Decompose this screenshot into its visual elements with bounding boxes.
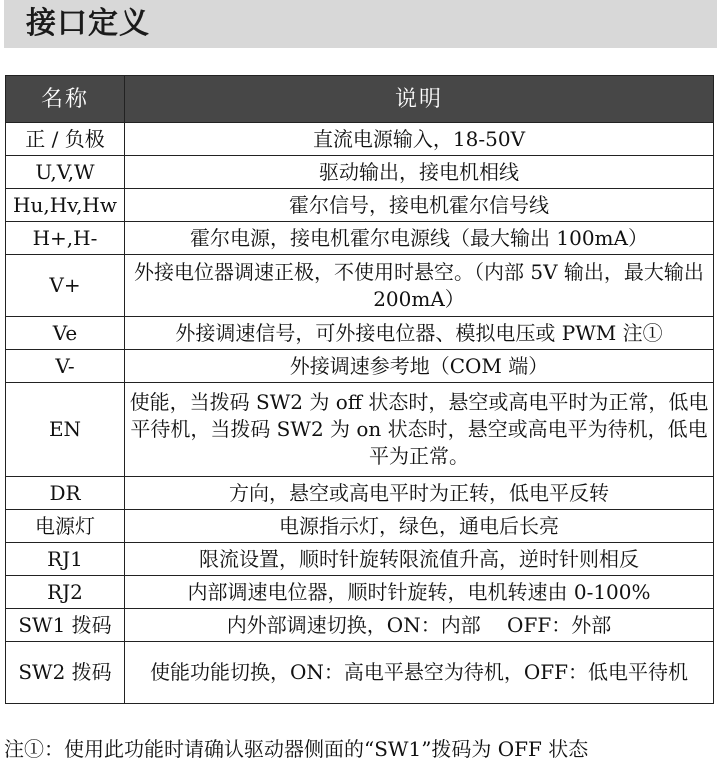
row-name: DR <box>6 477 125 510</box>
row-name: H+,H- <box>6 222 125 255</box>
row-name: U,V,W <box>6 156 125 189</box>
row-name: RJ1 <box>6 543 125 576</box>
table-row <box>6 609 714 642</box>
row-name: SW1 拨码 <box>6 609 125 642</box>
row-description: 限流设置，顺时针旋转限流值升高，逆时针则相反 <box>125 543 714 576</box>
table-row <box>6 156 714 189</box>
footnote: 注①：使用此功能时请确认驱动器侧面的“SW1”拨码为 OFF 状态 <box>4 737 589 761</box>
row-name: RJ2 <box>6 576 125 609</box>
row-description: 使能功能切换，ON：高电平悬空为待机，OFF：低电平待机 <box>125 642 714 704</box>
column-header-name: 名称 <box>6 76 125 123</box>
row-description: 霍尔电源，接电机霍尔电源线（最大输出 100mA） <box>125 222 714 255</box>
table-row <box>6 317 714 350</box>
column-header-description: 说明 <box>125 76 714 123</box>
row-description: 内外部调速切换，ON：内部 OFF：外部 <box>125 609 714 642</box>
section-header <box>4 0 717 48</box>
table-row <box>6 383 714 477</box>
interface-definition-table <box>5 75 714 704</box>
row-description: 霍尔信号，接电机霍尔信号线 <box>125 189 714 222</box>
table-row <box>6 350 714 383</box>
table-row <box>6 123 714 156</box>
row-name: 电源灯 <box>6 510 125 543</box>
table-row <box>6 642 714 704</box>
table-row <box>6 189 714 222</box>
row-description: 驱动输出，接电机相线 <box>125 156 714 189</box>
table-row <box>6 543 714 576</box>
row-description: 方向，悬空或高电平时为正转，低电平反转 <box>125 477 714 510</box>
row-description: 外接调速信号，可外接电位器、模拟电压或 PWM 注① <box>125 317 714 350</box>
row-name: SW2 拨码 <box>6 642 125 704</box>
row-description: 外接调速参考地（COM 端） <box>125 350 714 383</box>
row-name: Ve <box>6 317 125 350</box>
row-name: EN <box>6 383 125 477</box>
row-description: 使能，当拨码 SW2 为 off 状态时，悬空或高电平时为正常，低电平待机，当拨码 SW2 为 on 状态时，悬空或高电平为待机，低电平为正常。 <box>125 383 714 477</box>
row-name: V+ <box>6 255 125 317</box>
table-header-row <box>6 76 714 123</box>
row-description: 外接电位器调速正极，不使用时悬空。（内部 5V 输出，最大输出 200mA） <box>125 255 714 317</box>
row-description: 电源指示灯，绿色，通电后长亮 <box>125 510 714 543</box>
table-row <box>6 576 714 609</box>
table-row <box>6 477 714 510</box>
row-name: 正 / 负极 <box>6 123 125 156</box>
table-row <box>6 255 714 317</box>
row-name: Hu,Hv,Hw <box>6 189 125 222</box>
row-description: 直流电源输入，18-50V <box>125 123 714 156</box>
table-row <box>6 222 714 255</box>
row-name: V- <box>6 350 125 383</box>
row-description: 内部调速电位器，顺时针旋转，电机转速由 0-100% <box>125 576 714 609</box>
section-title: 接口定义 <box>26 6 150 41</box>
table-row <box>6 510 714 543</box>
